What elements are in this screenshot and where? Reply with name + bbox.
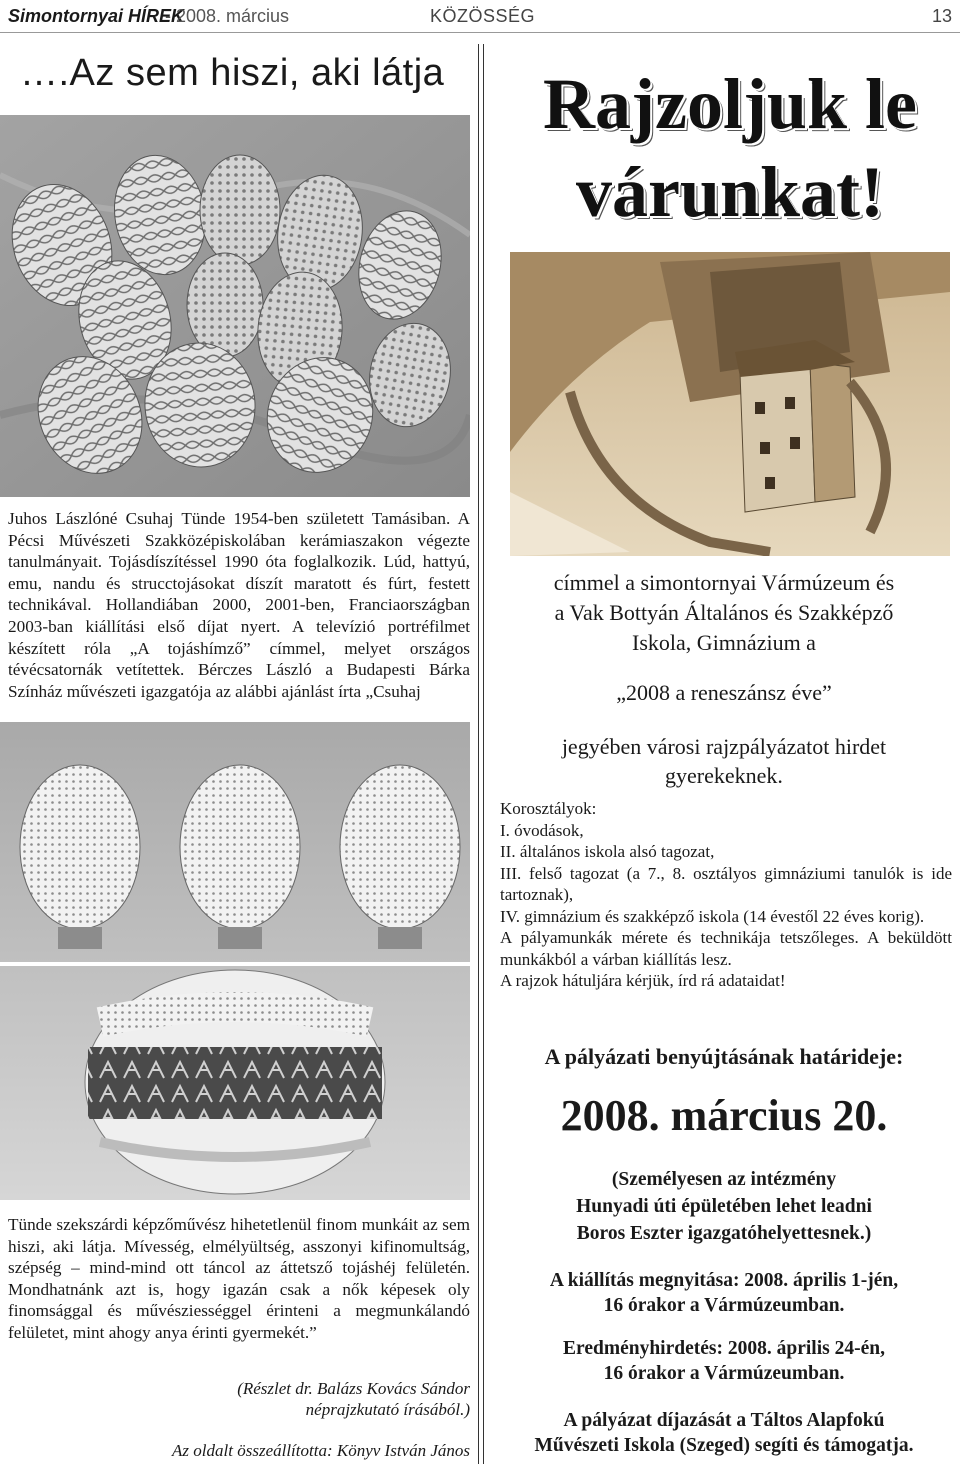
age-group-item: IV. gimnázium és szakképző iskola (14 évestől 22 éves korig). bbox=[500, 906, 925, 926]
page-number: 13 bbox=[931, 6, 952, 26]
competition-title bbox=[500, 60, 960, 236]
year-motto: „2008 a reneszánsz éve” bbox=[616, 680, 832, 705]
rules-text: A pályamunkák mérete és technikája tetszőleges. A beküldött munkákból a várban kiállítás lesz. bbox=[500, 928, 952, 969]
results-announcement bbox=[494, 1336, 954, 1386]
quote-source-line1: (Részlet dr. Balázs Kovács Sándor bbox=[237, 1379, 470, 1398]
quote-source bbox=[150, 1378, 470, 1420]
sponsor-info bbox=[494, 1408, 954, 1458]
castle-photo bbox=[510, 252, 950, 556]
rules-list bbox=[500, 798, 952, 992]
sponsor-line1: A pályázat díjazását a Táltos Alapfokú bbox=[563, 1410, 885, 1431]
deadline-date: 2008. március 20. bbox=[560, 1091, 888, 1140]
announce-line1: jegyében városi rajzpályázatot hirdet bbox=[561, 734, 887, 759]
page-header bbox=[0, 2, 960, 30]
eggs-illustration bbox=[0, 115, 470, 497]
ostrich-eggs-illustration bbox=[0, 722, 470, 1200]
opening-line1: A kiállítás megnyitása: 2008. április 1-jén, bbox=[549, 1270, 899, 1291]
submission-info bbox=[494, 1166, 954, 1247]
age-group-item: III. felső tagozat (a 7., 8. osztályos gimnáziumi tanulók is ide tartoznak), bbox=[500, 863, 952, 904]
decorated-eggs-photo bbox=[0, 115, 470, 497]
sponsor-line2: Művészeti Iskola (Szeged) segíti és támogatja. bbox=[534, 1435, 914, 1456]
results-line2: 16 órakor a Vármúzeumban. bbox=[603, 1363, 845, 1384]
intro-line1: címmel a simontornyai Vármúzeum és bbox=[553, 570, 895, 595]
age-group-item: I. óvodások, bbox=[500, 820, 584, 840]
submit-line3: Boros Eszter igazgatóhelyettesnek.) bbox=[576, 1223, 872, 1244]
issue-date: - 2008. március bbox=[165, 6, 290, 26]
age-group-item: II. általános iskola alsó tagozat, bbox=[500, 842, 715, 861]
results-line1: Eredményhirdetés: 2008. április 24-én, bbox=[563, 1338, 885, 1359]
quote-paragraph: Tünde szekszárdi képzőművész hihetetlenül finom munkáit az sem hiszi, aki látja. Mívesség, elmélyültség, asszonyi kifinomultság, szépség – mind-mind ott táncol az áttetsző tojáshéj felületén. Mondhatnánk azt is, hogy igazán csak a nők képesek oly finomsággal és művésziességgel érinteni a megmunkálandó felületet, mint ahogy anya érinti gyermekét.” bbox=[8, 1215, 470, 1342]
compiled-by: Az oldalt összeállította: Könyv István János bbox=[172, 1441, 470, 1460]
column-divider bbox=[478, 44, 479, 1464]
competition-title-line1: Rajzoljuk le bbox=[543, 64, 917, 144]
column-divider-double bbox=[483, 44, 484, 1464]
announce-line2: gyerekeknek. bbox=[665, 763, 783, 788]
opening-line2: 16 órakor a Vármúzeumban. bbox=[603, 1295, 845, 1316]
competition-title-line2: várunkat! bbox=[575, 152, 885, 232]
section-name: KÖZÖSSÉG bbox=[430, 6, 536, 26]
publication-name: Simontornyai HÍREK bbox=[8, 6, 185, 26]
competition-announcement bbox=[494, 732, 954, 790]
rules-note: A rajzok hátuljára kérjük, írd rá adataidat! bbox=[500, 971, 786, 990]
exhibition-opening bbox=[494, 1268, 954, 1318]
submit-line2: Hunyadi úti épületében lehet leadni bbox=[576, 1196, 872, 1217]
ostrich-eggs-photo bbox=[0, 722, 470, 1200]
submit-line1: (Személyesen az intézmény bbox=[611, 1169, 837, 1190]
deadline-label: A pályázati benyújtásának határideje: bbox=[544, 1044, 904, 1069]
age-groups-label: Korosztályok: bbox=[500, 799, 597, 818]
intro-line2: a Vak Bottyán Általános és Szakképző bbox=[554, 600, 894, 625]
biography-paragraph: Juhos Lászlóné Csuhaj Tünde 1954-ben született Tamásiban. A Pécsi Művészeti Szakközépiskolában kerámiaszakon végezte tanulmányait. Tojásdíszítéssel 1990 óta foglalkozik. Lúd, hattyú, emu, nandu és strucctojásokat díszít maratott és fúrt, festett technikával. Hollandiában 2000, 2001-ben, Franciaországban 2003-ban kiállítási első díjat nyert. A televízió portréfilmet készített róla „A tojáshímző” címmel, melyet országos tévécsatornák vetítettek. Bérczes László a Budapesti Bárka Színház művészeti igazgatója az alábbi ajánlást írta „Csuhaj bbox=[8, 509, 470, 701]
organizers-intro bbox=[494, 568, 954, 658]
castle-illustration bbox=[510, 252, 950, 556]
quote-source-line2: néprajzkutató írásából.) bbox=[305, 1400, 470, 1419]
header-divider bbox=[0, 32, 960, 33]
article-title: ….Az sem hiszi, aki látja bbox=[20, 52, 445, 94]
intro-line3: Iskola, Gimnázium a bbox=[632, 630, 816, 655]
